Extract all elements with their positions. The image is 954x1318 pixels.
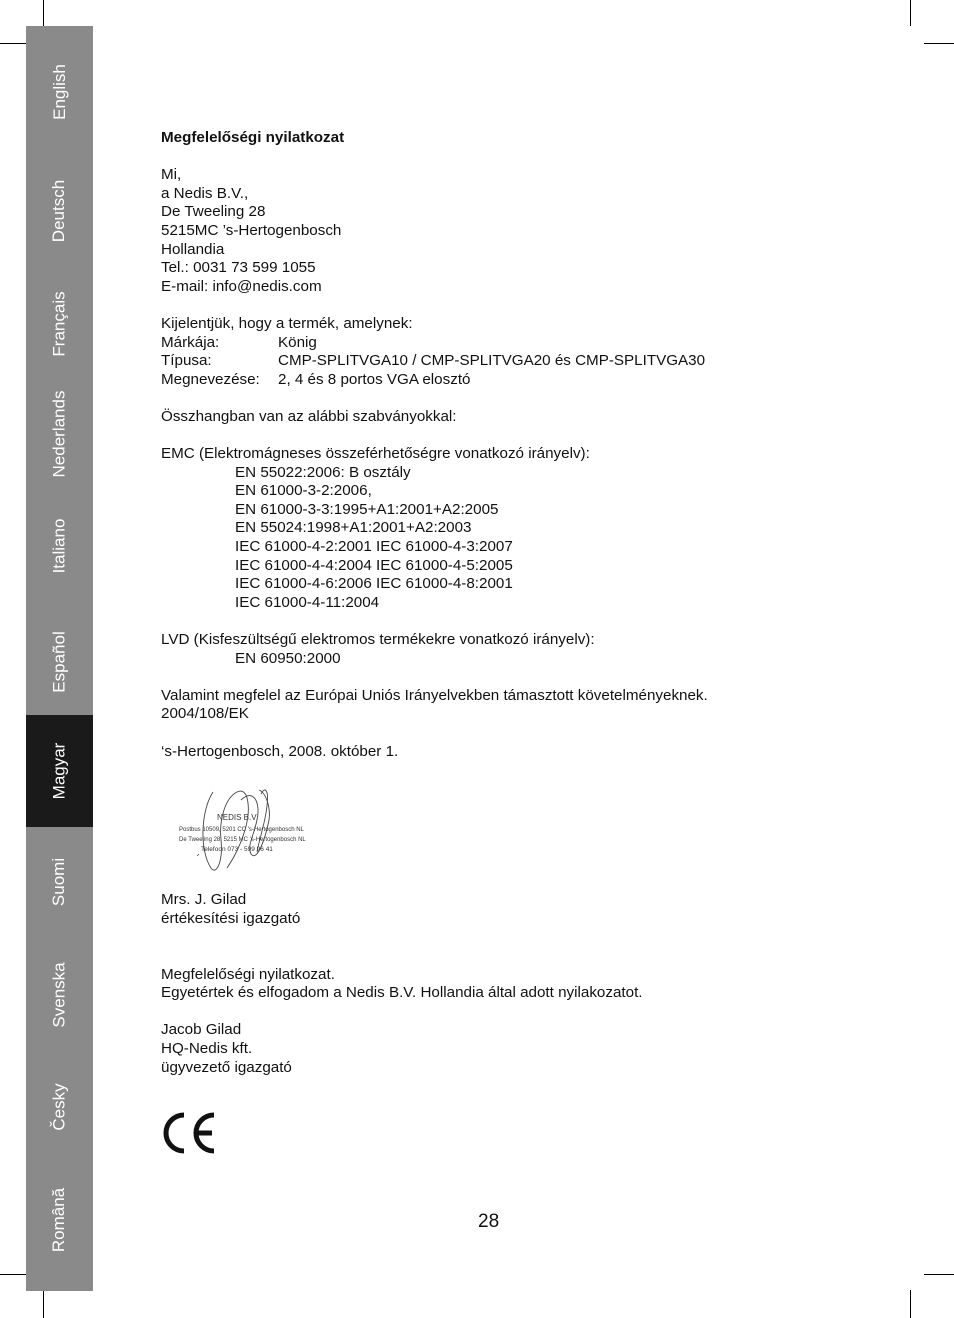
signer-name: Mrs. J. Gilad	[161, 891, 247, 909]
signer2-name: Jacob Gilad	[161, 1021, 242, 1039]
we-line: Mi,	[161, 166, 182, 184]
type-value: CMP-SPLITVGA10 / CMP-SPLITVGA20 és CMP-SPLITVGA30	[278, 352, 706, 370]
lang-tab-label: Español	[49, 631, 69, 693]
page-title: Megfelelőségi nyilatkozat	[161, 129, 345, 146]
signer2-title: ügyvezető igazgató	[161, 1058, 292, 1076]
language-sidebar	[26, 26, 93, 1291]
emc-standard: EN 61000-3-2:2006,	[235, 482, 372, 500]
crop-mark	[0, 43, 26, 44]
ce-mark-icon	[160, 1110, 218, 1156]
emc-standard: IEC 61000-4-4:2004 IEC 61000-4-5:2005	[235, 556, 513, 574]
lang-tab-label: Česky	[49, 1083, 69, 1131]
lang-tab-label: English	[49, 64, 69, 120]
lang-tab-label: Italiano	[49, 518, 69, 574]
lang-tab-label: Deutsch	[49, 179, 69, 243]
name-value: 2, 4 és 8 portos VGA elosztó	[278, 370, 471, 388]
lang-tab-label: Suomi	[49, 857, 69, 907]
lang-tab-magyar[interactable]	[26, 715, 93, 827]
place-date: ‘s-Hertogenbosch, 2008. október 1.	[161, 742, 399, 760]
lang-tab-deutsch[interactable]	[26, 158, 93, 264]
crop-mark	[43, 0, 44, 26]
crop-mark	[910, 1290, 911, 1318]
page-number: 28	[478, 1211, 500, 1232]
lang-tab-italiano[interactable]	[26, 484, 93, 608]
crop-mark	[924, 1274, 954, 1275]
eu-text: Valamint megfelel az Európai Uniós Irányelvekben támasztott követelményeknek.	[161, 686, 708, 704]
handwritten-signature	[197, 854, 199, 856]
address-city: 5215MC ’s-Hertogenbosch	[161, 221, 342, 239]
brand-value: König	[278, 333, 317, 351]
emc-standard: EN 55022:2006: B osztály	[235, 463, 411, 481]
lang-tab-label: Svenska	[49, 962, 69, 1028]
lang-tab-label: Română	[49, 1187, 69, 1253]
crop-mark	[43, 1290, 44, 1318]
conform-line: Összhangban van az alábbi szabványokkal:	[161, 407, 457, 425]
lang-tab-nederlands[interactable]	[26, 384, 93, 484]
name-label: Megnevezése:	[161, 370, 260, 388]
declare-line: Kijelentjük, hogy a termék, amelynek:	[161, 314, 413, 332]
crop-mark	[924, 43, 954, 44]
declaration-body	[161, 129, 861, 1077]
lang-tab-suomi[interactable]	[26, 827, 93, 937]
crop-mark	[910, 0, 911, 26]
lang-tab-cesky[interactable]	[26, 1053, 93, 1161]
lang-tab-svenska[interactable]	[26, 937, 93, 1053]
lvd-standard: EN 60950:2000	[235, 649, 341, 667]
crop-mark	[0, 1274, 26, 1275]
lang-tab-english[interactable]	[26, 26, 93, 158]
brand-row	[161, 334, 861, 353]
signature-stamp	[161, 780, 331, 880]
address-country: Hollandia	[161, 240, 225, 258]
eu-directive: 2004/108/EK	[161, 705, 249, 723]
lang-tab-francais[interactable]	[26, 264, 93, 384]
lang-tab-espanol[interactable]	[26, 608, 93, 716]
stamp-line: NEDIS B.V.	[217, 813, 259, 822]
address-street: De Tweeling 28	[161, 203, 266, 221]
emc-standard: IEC 61000-4-11:2004	[235, 593, 380, 611]
lvd-title: LVD (Kisfeszültségű elektromos termékekre vonatkozó irányelv):	[161, 631, 595, 649]
emc-title: EMC (Elektromágneses összeférhetőségre vonatkozó irányelv):	[161, 445, 590, 463]
stamp-line: Telefoon 073 - 599 96 41	[201, 846, 273, 853]
type-row	[161, 352, 861, 371]
signer2-company: HQ-Nedis kft.	[161, 1039, 253, 1057]
declaration2-title: Megfelelőségi nyilatkozat.	[161, 965, 335, 983]
brand-label: Márkája:	[161, 333, 220, 351]
emc-standard: EN 55024:1998+A1:2001+A2:2003	[235, 519, 472, 537]
stamp-line: Postbus 10509, 5201 CC 's-Hertogenbosch NL	[179, 827, 304, 833]
lang-tab-label: Français	[49, 291, 69, 357]
declaration2-text: Egyetértek és elfogadom a Nedis B.V. Hollandia által adott nyilakozatot.	[161, 984, 643, 1002]
lang-tab-label: Nederlands	[49, 390, 69, 478]
phone: Tel.: 0031 73 599 1055	[161, 259, 316, 277]
lang-tab-romana[interactable]	[26, 1161, 93, 1279]
emc-standard: EN 61000-3-3:1995+A1:2001+A2:2005	[235, 500, 499, 518]
email: E-mail: info@nedis.com	[161, 277, 322, 295]
signer-title: értékesítési igazgató	[161, 909, 301, 927]
company-name: a Nedis B.V.,	[161, 184, 249, 202]
emc-standard: IEC 61000-4-2:2001 IEC 61000-4-3:2007	[235, 538, 513, 556]
type-label: Típusa:	[161, 352, 212, 370]
stamp-line: De Tweeling 28, 5215 MC 's-Hertogenbosch NL	[179, 837, 306, 843]
emc-standard: IEC 61000-4-6:2006 IEC 61000-4-8:2001	[235, 575, 513, 593]
lang-tab-label: Magyar	[49, 742, 69, 800]
name-row	[161, 371, 861, 390]
